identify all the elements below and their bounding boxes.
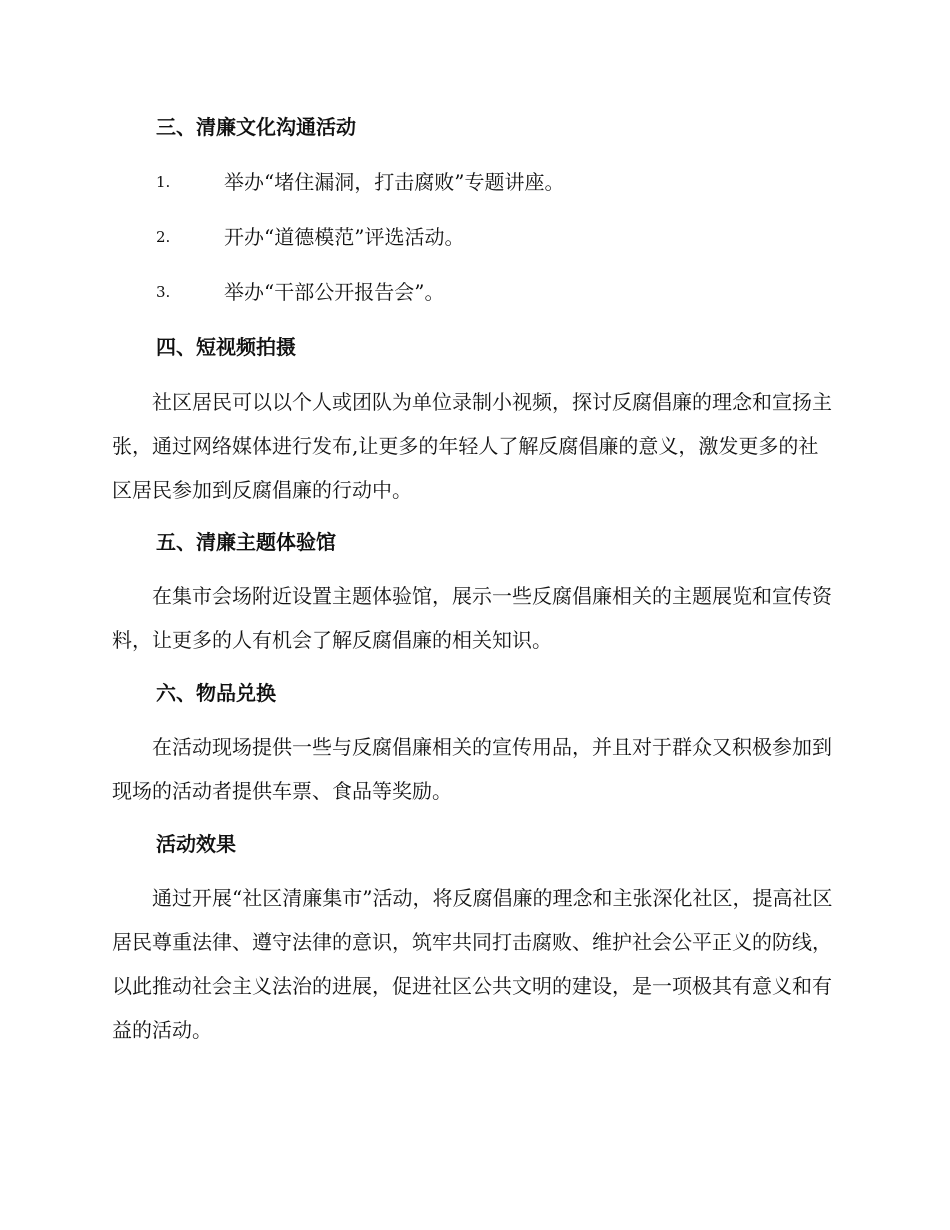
list-number: 1. bbox=[156, 173, 171, 191]
paragraph-short-video: 社区居民可以以个人或团队为单位录制小视频，探讨反腐倡廉的理念和宣扬主张，通过网络媒体进行发布,让更多的年轻人了解反腐倡廉的意义，激发更多的社区居民参加到反腐倡廉的行动中。 bbox=[112, 390, 832, 502]
paragraph-effect: 通过开展“社区清廉集市”活动，将反腐倡廉的理念和主张深化社区，提高社区居民尊重法律、遵守法律的意识，筑牢共同打击腐败、维护社会公平正义的防线，以此推动社会主义法治的进展，促进社区公共文明的建设，是一项极其有意义和有益的活动。 bbox=[112, 886, 833, 1042]
section-heading-3: 三、清廉文化沟通活动 bbox=[156, 115, 356, 139]
section-heading-effect: 活动效果 bbox=[156, 832, 236, 856]
section-heading-4: 四、短视频拍摄 bbox=[156, 335, 296, 359]
section-heading-6: 六、物品兑换 bbox=[156, 681, 276, 705]
list-text: 举办“堵住漏洞，打击腐败”专题讲座。 bbox=[224, 170, 565, 194]
list-text: 举办“干部公开报告会”。 bbox=[224, 280, 445, 304]
section-heading-5: 五、清廉主题体验馆 bbox=[156, 530, 336, 554]
list-text: 开办“道德模范”评选活动。 bbox=[224, 225, 465, 249]
list-number: 2. bbox=[156, 228, 171, 246]
paragraph-experience-hall: 在集市会场附近设置主题体验馆，展示一些反腐倡廉相关的主题展览和宣传资料，让更多的人有机会了解反腐倡廉的相关知识。 bbox=[112, 584, 832, 652]
paragraph-exchange: 在活动现场提供一些与反腐倡廉相关的宣传用品，并且对于群众又积极参加到现场的活动者提供车票、食品等奖励。 bbox=[112, 735, 832, 803]
list-number: 3. bbox=[156, 283, 171, 301]
